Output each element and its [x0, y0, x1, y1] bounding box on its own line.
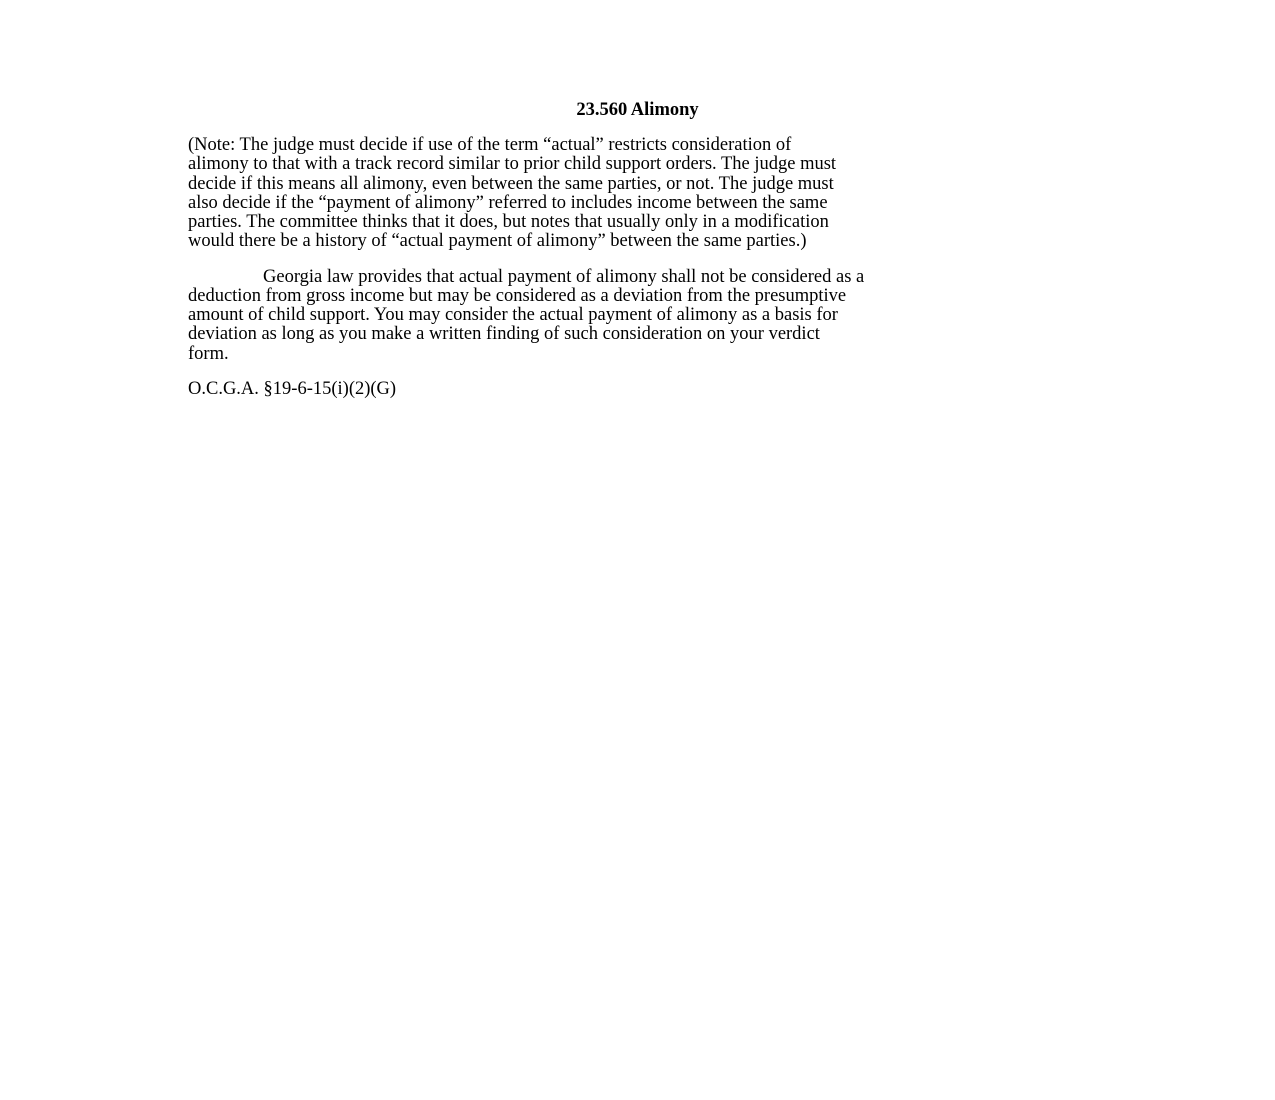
note-line: (Note: The judge must decide if use of the term “actual” restricts consideration of — [188, 135, 792, 155]
note-line: alimony to that with a track record similar to prior child support orders. The judge must — [188, 154, 837, 174]
statute-citation: O.C.G.A. §19-6-15(i)(2)(G) — [188, 379, 397, 399]
body-line: deviation as long as you make a written finding of such consideration on your verdict — [188, 324, 820, 344]
note-line: parties. The committee thinks that it does, but notes that usually only in a modification — [188, 212, 829, 232]
note-line: would there be a history of “actual payment of alimony” between the same parties.) — [188, 231, 807, 251]
note-line: also decide if the “payment of alimony” referred to includes income between the same — [188, 193, 828, 213]
body-line: deduction from gross income but may be considered as a deviation from the presumptive — [188, 286, 847, 306]
page-title: 23.560 Alimony — [576, 100, 699, 120]
body-line: form. — [188, 344, 229, 364]
note-line: decide if this means all alimony, even between the same parties, or not. The judge must — [188, 174, 834, 194]
body-line: amount of child support. You may consider the actual payment of alimony as a basis for — [188, 305, 838, 325]
body-line: Georgia law provides that actual payment of alimony shall not be considered as a — [263, 267, 865, 287]
